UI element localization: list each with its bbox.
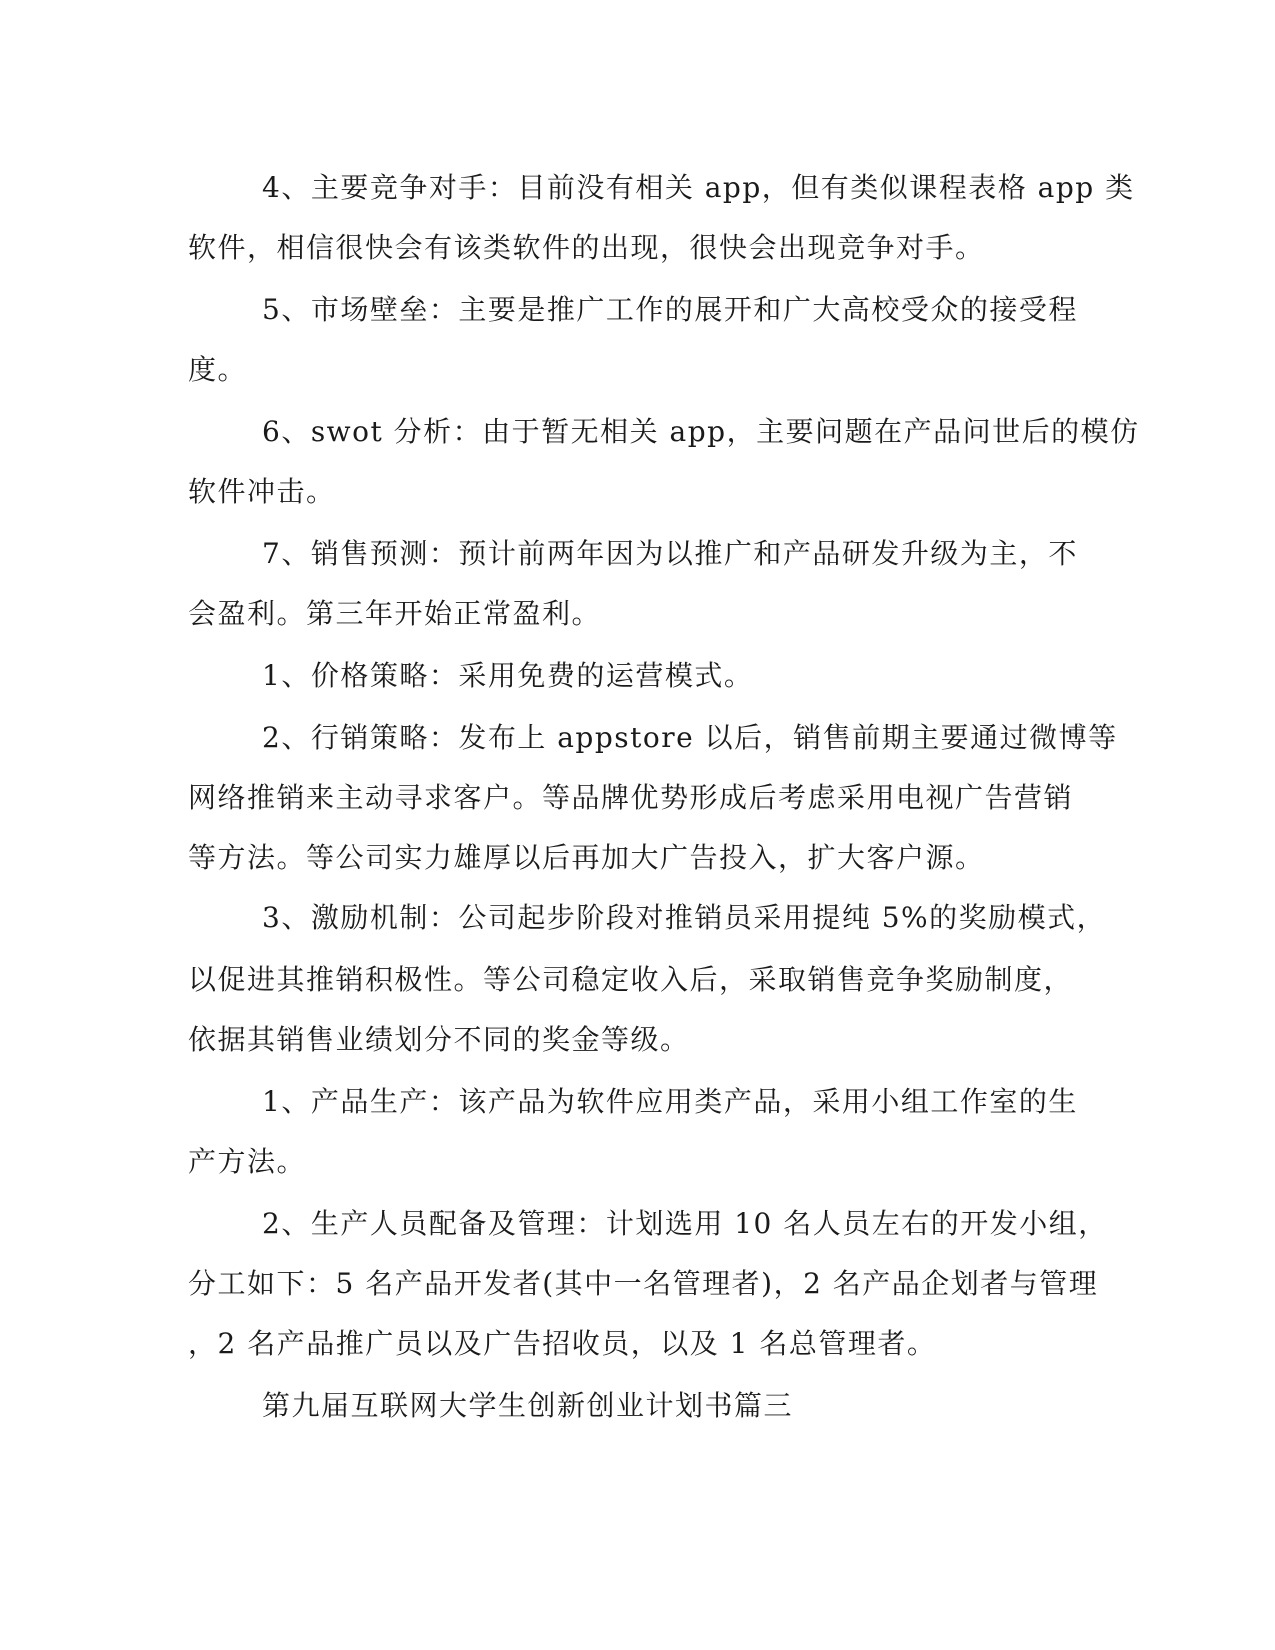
paragraph-marketing-strategy-line-2: 网络推销来主动寻求客户。等品牌优势形成后考虑采用电视广告营销 — [188, 781, 1074, 814]
paragraph-incentive-line-2: 以促进其推销积极性。等公司稳定收入后，采取销售竞争奖励制度， — [188, 963, 1074, 996]
paragraph-sales-forecast-line-2: 会盈利。第三年开始正常盈利。 — [188, 597, 602, 630]
paragraph-sales-forecast-line-1: 7、销售预测：预计前两年因为以推广和产品研发升级为主，不 — [262, 537, 1078, 570]
paragraph-staffing-line-1: 2、生产人员配备及管理：计划选用 10 名人员左右的开发小组， — [262, 1207, 1108, 1240]
paragraph-competitors-line-2: 软件，相信很快会有该类软件的出现，很快会出现竞争对手。 — [188, 231, 985, 264]
paragraph-incentive-line-1: 3、激励机制：公司起步阶段对推销员采用提纯 5%的奖励模式， — [262, 901, 1107, 934]
paragraph-competitors-line-1: 4、主要竞争对手：目前没有相关 app，但有类似课程表格 app 类 — [262, 171, 1135, 204]
paragraph-swot-line-1: 6、swot 分析：由于暂无相关 app，主要问题在产品问世后的模仿 — [262, 415, 1140, 448]
paragraph-staffing-line-2: 分工如下：5 名产品开发者(其中一名管理者)，2 名产品企划者与管理 — [188, 1267, 1099, 1300]
paragraph-production-line-1: 1、产品生产：该产品为软件应用类产品，采用小组工作室的生 — [262, 1085, 1078, 1118]
paragraph-market-barrier-line-1: 5、市场壁垒：主要是推广工作的展开和广大高校受众的接受程 — [262, 293, 1078, 326]
paragraph-market-barrier-line-2: 度。 — [188, 353, 248, 386]
paragraph-pricing-strategy: 1、价格策略：采用免费的运营模式。 — [262, 659, 754, 692]
section-heading: 第九届互联网大学生创新创业计划书篇三 — [262, 1389, 794, 1422]
paragraph-production-line-2: 产方法。 — [188, 1145, 307, 1178]
paragraph-marketing-strategy-line-3: 等方法。等公司实力雄厚以后再加大广告投入，扩大客户源。 — [188, 841, 985, 874]
paragraph-marketing-strategy-line-1: 2、行销策略：发布上 appstore 以后，销售前期主要通过微博等 — [262, 721, 1118, 754]
paragraph-swot-line-2: 软件冲击。 — [188, 475, 336, 508]
paragraph-incentive-line-3: 依据其销售业绩划分不同的奖金等级。 — [188, 1023, 690, 1056]
paragraph-staffing-line-3: ，2 名产品推广员以及广告招收员，以及 1 名总管理者。 — [188, 1327, 937, 1360]
